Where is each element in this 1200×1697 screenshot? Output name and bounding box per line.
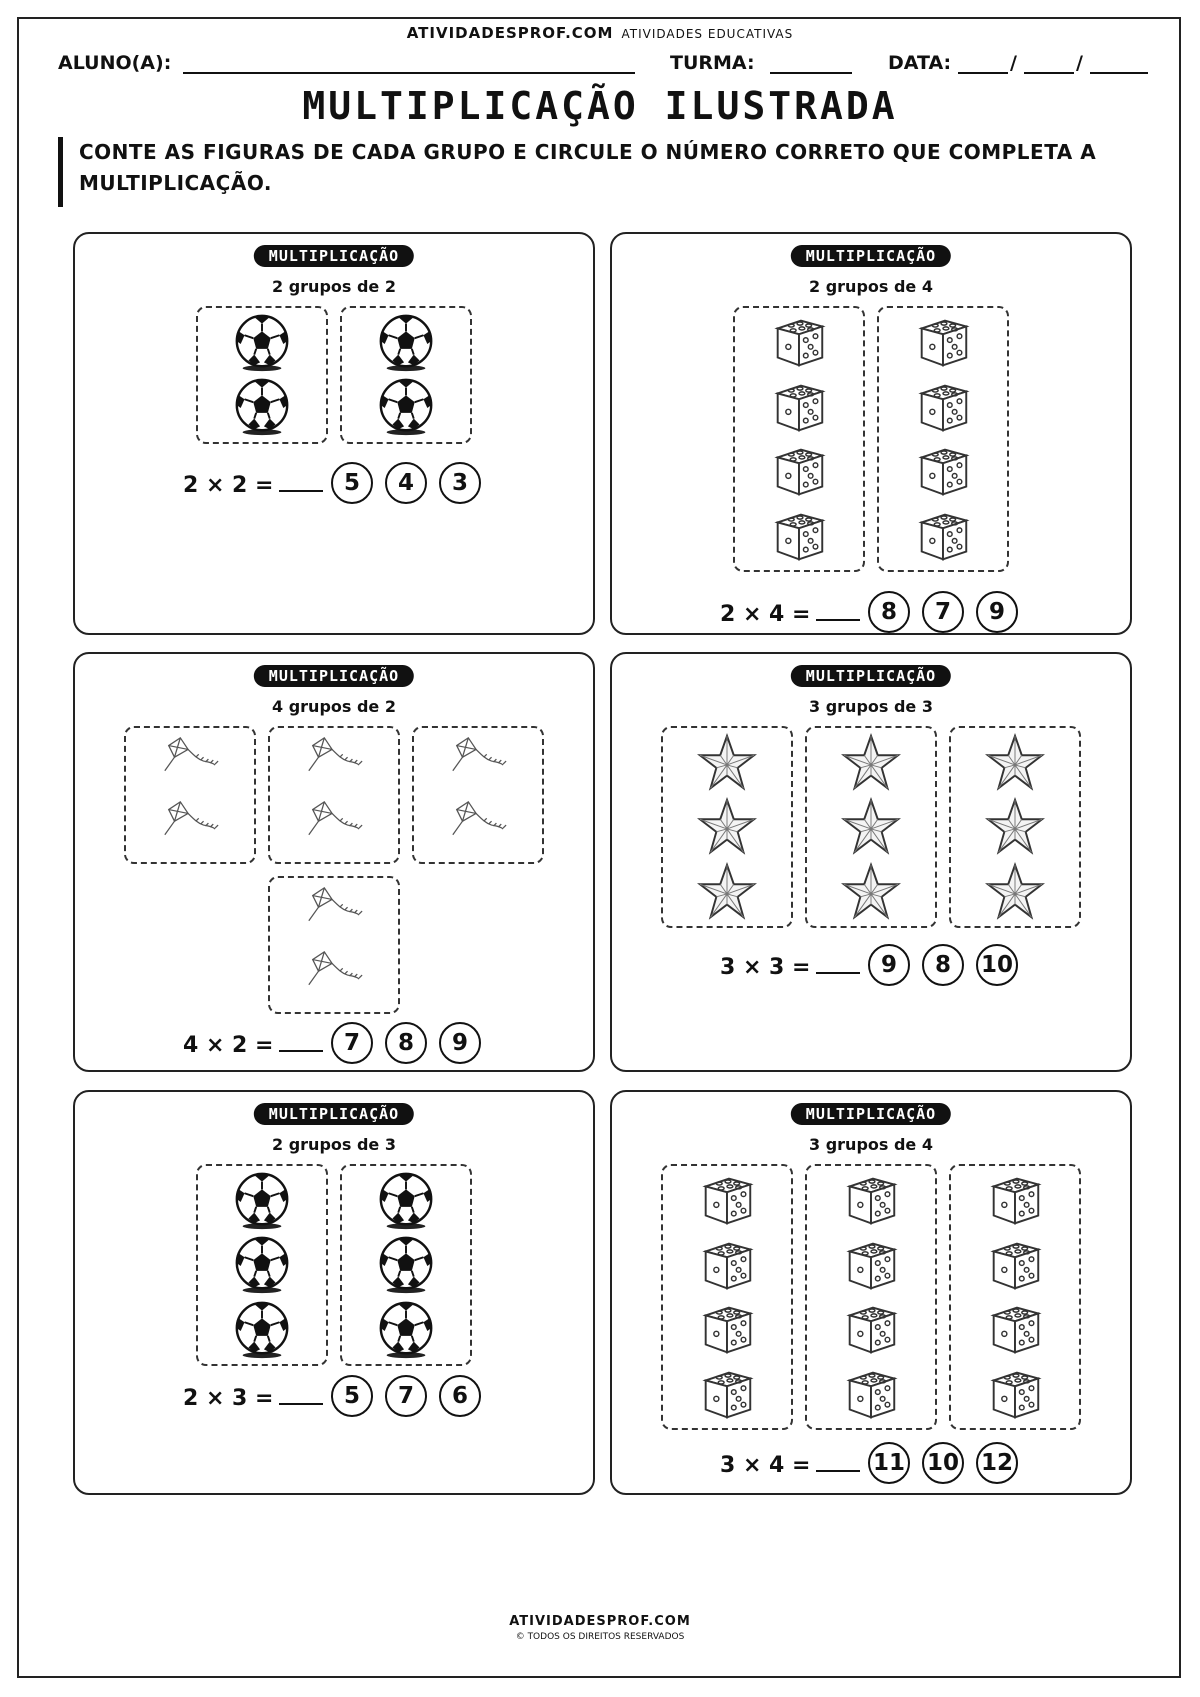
turma-label: TURMA: [670,52,755,74]
exercise-card [610,1090,1132,1495]
card-label-pill: MULTIPLICAÇÃO [791,665,951,687]
answer-option[interactable]: 10 [922,1442,964,1484]
answer-option[interactable]: 12 [976,1442,1018,1484]
dice-icon [983,1364,1047,1424]
dice-icon [839,1364,903,1424]
dice-icon [767,377,831,437]
date-day-field[interactable] [958,52,1008,74]
exercise-card [610,232,1132,635]
item-group [340,306,472,444]
turma-field[interactable] [770,52,852,74]
equation-text: 4 × 2 = [183,1033,274,1058]
exercise-card [610,652,1132,1072]
answer-blank[interactable] [816,1450,860,1472]
card-subtitle: 2 grupos de 4 [809,277,933,296]
dice-icon [695,1235,759,1295]
dice-icon [911,312,975,372]
dice-icon [839,1299,903,1359]
site-name: ATIVIDADESPROF.COM [406,24,614,42]
data-label: DATA: [888,52,952,74]
answer-options [868,944,1018,986]
kite-icon [158,797,222,857]
footer-rights: © TODOS OS DIREITOS RESERVADOS [515,1632,685,1642]
equation-text: 2 × 3 = [183,1386,274,1411]
card-subtitle: 3 grupos de 3 [809,697,933,716]
equation-text: 3 × 4 = [720,1453,811,1478]
exercise-card [73,232,595,635]
answer-option[interactable]: 7 [331,1022,373,1064]
card-subtitle: 2 grupos de 3 [272,1135,396,1154]
star-icon [695,797,759,857]
equation [720,599,860,627]
star-icon [983,862,1047,922]
date-month-field[interactable] [1024,52,1074,74]
soccer-ball-icon [230,377,294,437]
card-label-pill: MULTIPLICAÇÃO [791,1103,951,1125]
answer-option[interactable]: 8 [922,944,964,986]
star-icon [983,797,1047,857]
equation [720,952,860,980]
soccer-ball-icon [374,313,438,373]
dice-icon [695,1170,759,1230]
aluno-field[interactable] [183,52,635,74]
answer-option[interactable]: 7 [385,1375,427,1417]
date-separator: / [1010,52,1017,74]
answer-options [331,462,481,504]
star-icon [839,733,903,793]
answer-blank[interactable] [816,952,860,974]
item-group [268,726,400,864]
answer-options [331,1375,481,1417]
dice-icon [983,1299,1047,1359]
kite-icon [302,797,366,857]
answer-option[interactable]: 11 [868,1442,910,1484]
answer-blank[interactable] [816,599,860,621]
kite-icon [158,733,222,793]
item-group [661,726,793,928]
answer-option[interactable]: 8 [868,591,910,633]
item-group [949,1164,1081,1430]
star-icon [839,862,903,922]
item-group [268,876,400,1014]
answer-option[interactable]: 7 [922,591,964,633]
dice-icon [911,441,975,501]
soccer-ball-icon [230,1235,294,1295]
date-separator: / [1076,52,1083,74]
date-year-field[interactable] [1090,52,1148,74]
page-title: MULTIPLICAÇÃO ILUSTRADA [302,84,898,128]
kite-icon [302,733,366,793]
equation [183,470,323,498]
dice-icon [767,312,831,372]
dice-icon [911,506,975,566]
answer-options [868,591,1018,633]
kite-icon [302,947,366,1007]
star-icon [983,733,1047,793]
answer-blank[interactable] [279,1030,323,1052]
item-group [661,1164,793,1430]
kite-icon [446,733,510,793]
dice-icon [767,506,831,566]
answer-option[interactable]: 5 [331,1375,373,1417]
equation [183,1030,323,1058]
card-label-pill: MULTIPLICAÇÃO [254,665,414,687]
item-group [340,1164,472,1366]
card-label-pill: MULTIPLICAÇÃO [254,1103,414,1125]
footer-site: ATIVIDADESPROF.COM [509,1614,691,1629]
kite-icon [302,883,366,943]
student-form-row [58,52,1148,76]
item-group [196,306,328,444]
equation [720,1450,860,1478]
dice-icon [695,1299,759,1359]
soccer-ball-icon [374,1235,438,1295]
dice-icon [983,1235,1047,1295]
star-icon [695,733,759,793]
card-subtitle: 2 grupos de 2 [272,277,396,296]
dice-icon [983,1170,1047,1230]
dice-icon [767,441,831,501]
answer-option[interactable]: 4 [385,462,427,504]
soccer-ball-icon [374,1171,438,1231]
aluno-label: ALUNO(A): [58,52,172,74]
item-group [805,726,937,928]
site-header [0,24,1200,42]
item-group [733,306,865,572]
equation [183,1383,323,1411]
soccer-ball-icon [230,1171,294,1231]
kite-icon [446,797,510,857]
footer [0,1614,1200,1642]
soccer-ball-icon [374,1300,438,1360]
exercise-card [73,1090,595,1495]
equation-text: 3 × 3 = [720,955,811,980]
answer-option[interactable]: 8 [385,1022,427,1064]
dice-icon [839,1235,903,1295]
answer-option[interactable]: 9 [976,591,1018,633]
answer-blank[interactable] [279,470,323,492]
item-group [196,1164,328,1366]
card-label-pill: MULTIPLICAÇÃO [791,245,951,267]
site-subtitle: ATIVIDADES EDUCATIVAS [621,27,794,41]
equation-text: 2 × 4 = [720,602,811,627]
soccer-ball-icon [230,313,294,373]
item-group [877,306,1009,572]
answer-blank[interactable] [279,1383,323,1405]
answer-option[interactable]: 10 [976,944,1018,986]
card-subtitle: 3 grupos de 4 [809,1135,933,1154]
dice-icon [695,1364,759,1424]
soccer-ball-icon [374,377,438,437]
item-group [805,1164,937,1430]
answer-options [331,1022,481,1064]
instructions: CONTE AS FIGURAS DE CADA GRUPO E CIRCULE O NÚMERO CORRETO QUE COMPLETA A MULTIPLICAÇÃO. [58,137,1138,207]
answer-option[interactable]: 6 [439,1375,481,1417]
soccer-ball-icon [230,1300,294,1360]
item-group [949,726,1081,928]
equation-text: 2 × 2 = [183,473,274,498]
answer-option[interactable]: 9 [868,944,910,986]
dice-icon [911,377,975,437]
star-icon [695,862,759,922]
item-group [124,726,256,864]
card-subtitle: 4 grupos de 2 [272,697,396,716]
dice-icon [839,1170,903,1230]
card-label-pill: MULTIPLICAÇÃO [254,245,414,267]
answer-option[interactable]: 5 [331,462,373,504]
star-icon [839,797,903,857]
answer-option[interactable]: 9 [439,1022,481,1064]
exercise-card [73,652,595,1072]
answer-options [868,1442,1018,1484]
answer-option[interactable]: 3 [439,462,481,504]
item-group [412,726,544,864]
